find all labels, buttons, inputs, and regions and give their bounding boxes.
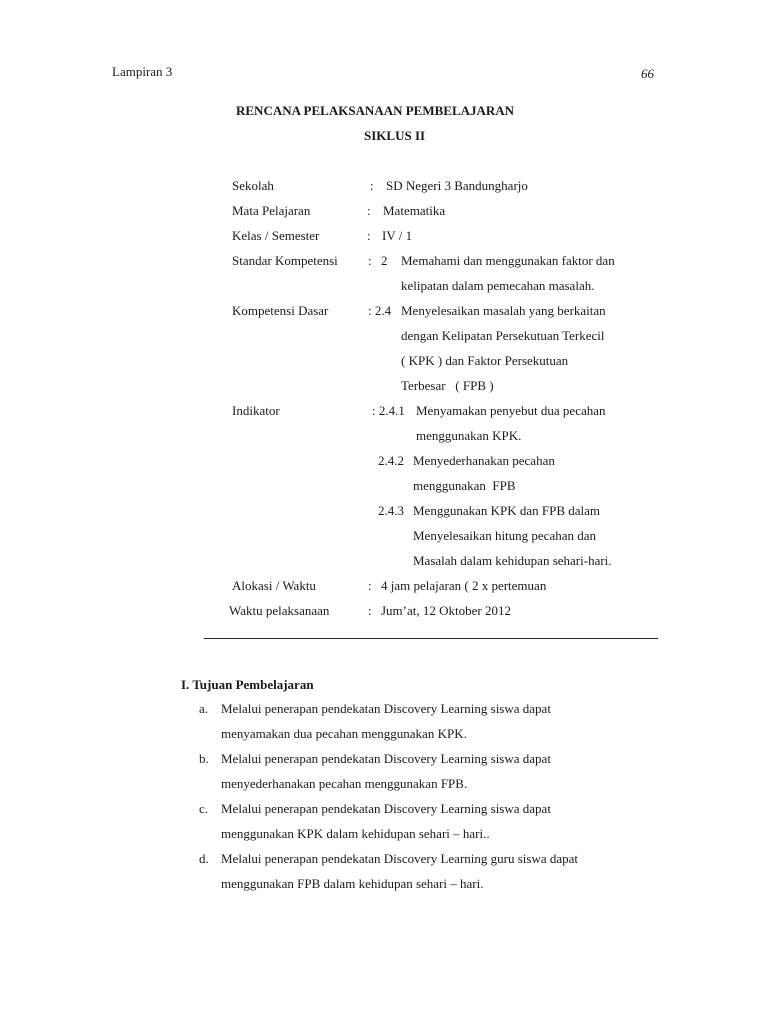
- colon-waktu-pelaksanaan: :: [368, 603, 372, 618]
- indikator-2-line1: Menyederhanakan pecahan: [413, 453, 555, 468]
- kd-text-line2: dengan Kelipatan Persekutuan Terkecil: [401, 328, 605, 343]
- item-a-line2: menyamakan dua pecahan menggunakan KPK.: [221, 726, 467, 741]
- label-waktu-pelaksanaan: Waktu pelaksanaan: [229, 603, 330, 618]
- item-d-marker: d.: [199, 851, 209, 866]
- indikator-2-line2: menggunakan FPB: [413, 478, 516, 493]
- indikator-3-number: 2.4.3: [378, 503, 404, 518]
- section-heading: I. Tujuan Pembelajaran: [181, 677, 314, 692]
- item-b-marker: b.: [199, 751, 209, 766]
- item-a-marker: a.: [199, 701, 209, 716]
- sk-text-line1: Memahami dan menggunakan faktor dan: [401, 253, 615, 268]
- item-d-line1: Melalui penerapan pendekatan Discovery Learning guru siswa dapat: [221, 851, 579, 866]
- indikator-1-line2: menggunakan KPK.: [416, 428, 522, 443]
- indikator-1-number: : 2.4.1: [372, 403, 405, 418]
- indikator-3-line3: Masalah dalam kehidupan sehari-hari.: [413, 553, 612, 568]
- item-c-line1: Melalui penerapan pendekatan Discovery Learning siswa dapat: [221, 801, 551, 816]
- label-mata-pelajaran: Mata Pelajaran: [232, 203, 311, 218]
- label-sekolah: Sekolah: [232, 178, 274, 193]
- value-alokasi-waktu: 4 jam pelajaran ( 2 x pertemuan: [381, 578, 547, 593]
- document-subtitle: SIKLUS II: [364, 128, 426, 143]
- indikator-3-line2: Menyelesaikan hitung pecahan dan: [413, 528, 597, 543]
- page-number: 66: [641, 66, 654, 81]
- item-b-line2: menyederhanakan pecahan menggunakan FPB.: [221, 776, 468, 791]
- item-b-line1: Melalui penerapan pendekatan Discovery Learning siswa dapat: [221, 751, 551, 766]
- value-sekolah: SD Negeri 3 Bandungharjo: [386, 178, 528, 193]
- kd-text-line1: Menyelesaikan masalah yang berkaitan: [401, 303, 606, 318]
- sk-number: 2: [381, 253, 388, 268]
- item-a-line1: Melalui penerapan pendekatan Discovery Learning siswa dapat: [221, 701, 551, 716]
- label-kompetensi-dasar: Kompetensi Dasar: [232, 303, 329, 318]
- value-mata-pelajaran: Matematika: [383, 203, 446, 218]
- kd-text-line4: Terbesar ( FPB ): [401, 378, 494, 393]
- colon-mata-pelajaran: :: [367, 203, 371, 218]
- colon-kelas-semester: :: [367, 228, 371, 243]
- colon-standar-kompetensi: :: [368, 253, 372, 268]
- label-indikator: Indikator: [232, 403, 280, 418]
- label-alokasi-waktu: Alokasi / Waktu: [232, 578, 316, 593]
- item-c-marker: c.: [199, 801, 209, 816]
- colon-alokasi-waktu: :: [368, 578, 372, 593]
- value-waktu-pelaksanaan: Jum’at, 12 Oktober 2012: [381, 603, 511, 618]
- label-kelas-semester: Kelas / Semester: [232, 228, 320, 243]
- indikator-2-number: 2.4.2: [378, 453, 404, 468]
- value-kelas-semester: IV / 1: [382, 228, 413, 243]
- horizontal-divider: [204, 638, 658, 639]
- indikator-3-line1: Menggunakan KPK dan FPB dalam: [413, 503, 601, 518]
- kd-text-line3: ( KPK ) dan Faktor Persekutuan: [401, 353, 569, 368]
- sk-text-line2: kelipatan dalam pemecahan masalah.: [401, 278, 595, 293]
- item-d-line2: menggunakan FPB dalam kehidupan sehari – hari.: [221, 876, 484, 891]
- document-title: RENCANA PELAKSANAAN PEMBELAJARAN: [236, 103, 515, 118]
- indikator-1-line1: Menyamakan penyebut dua pecahan: [416, 403, 606, 418]
- colon-sekolah: :: [370, 178, 374, 193]
- label-standar-kompetensi: Standar Kompetensi: [232, 253, 338, 268]
- item-c-line2: menggunakan KPK dalam kehidupan sehari – hari..: [221, 826, 490, 841]
- attachment-label: Lampiran 3: [112, 64, 173, 79]
- kd-number: : 2.4: [368, 303, 392, 318]
